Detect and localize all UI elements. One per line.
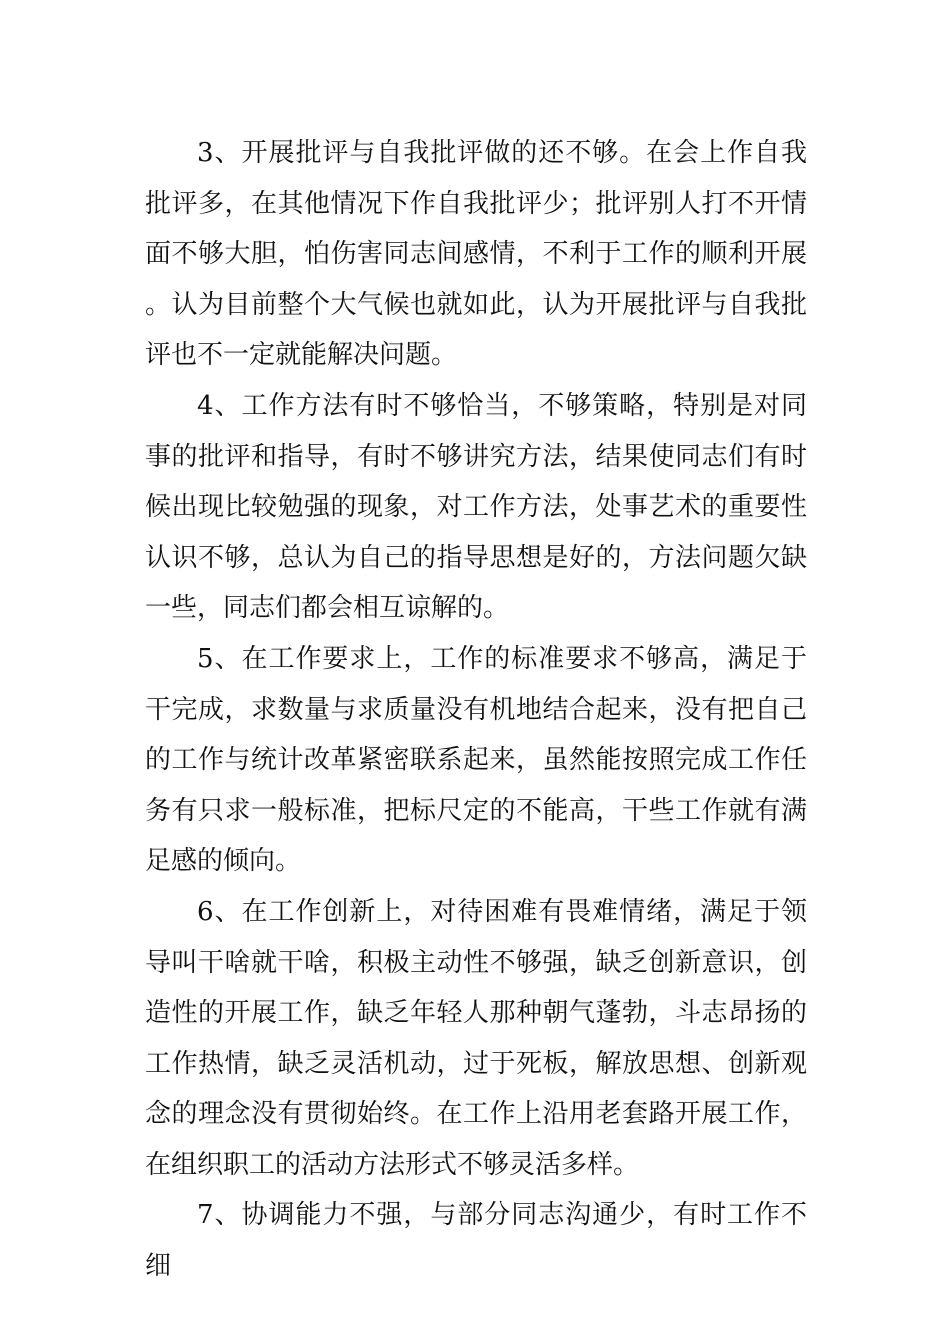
document-body <box>145 128 807 1292</box>
paragraph-3: 3、开展批评与自我批评做的还不够。在会上作自我批评多，在其他情况下作自我批评少；批评别人打不开情面不够大胆，怕伤害同志间感情，不利于工作的顺利开展。认为目前整个大气候也就如此，认为开展批评与自我批评也不一定就能解决问题。 <box>145 138 807 371</box>
paragraph-5: 5、在工作要求上，工作的标准要求不够高，满足于干完成，求数量与求质量没有机地结合起来，没有把自己的工作与统计改革紧密联系起来，虽然能按照完成工作任务有只求一般标准，把标尺定的不能高，干些工作就有满足感的倾向。 <box>145 643 807 877</box>
paragraph-4: 4、工作方法有时不够恰当，不够策略，特别是对同事的批评和指导，有时不够讲究方法，结果使同志们有时候出现比较勉强的现象，对工作方法，处事艺术的重要性认识不够，总认为自己的指导思想是好的，方法问题欠缺一些，同志们都会相互谅解的。 <box>145 390 807 624</box>
paragraph-6: 6、在工作创新上，对待困难有畏难情绪，满足于领导叫干啥就干啥，积极主动性不够强，缺乏创新意识，创造性的开展工作，缺乏年轻人那种朝气蓬勃，斗志昂扬的工作热情，缺乏灵活机动，过于死板，解放思想、创新观念的理念没有贯彻始终。在工作上沿用老套路开展工作，在组织职工的活动方法形式不够灵活多样。 <box>145 896 807 1180</box>
paragraph-7: 7、协调能力不强，与部分同志沟通少，有时工作不细 <box>145 1200 807 1282</box>
